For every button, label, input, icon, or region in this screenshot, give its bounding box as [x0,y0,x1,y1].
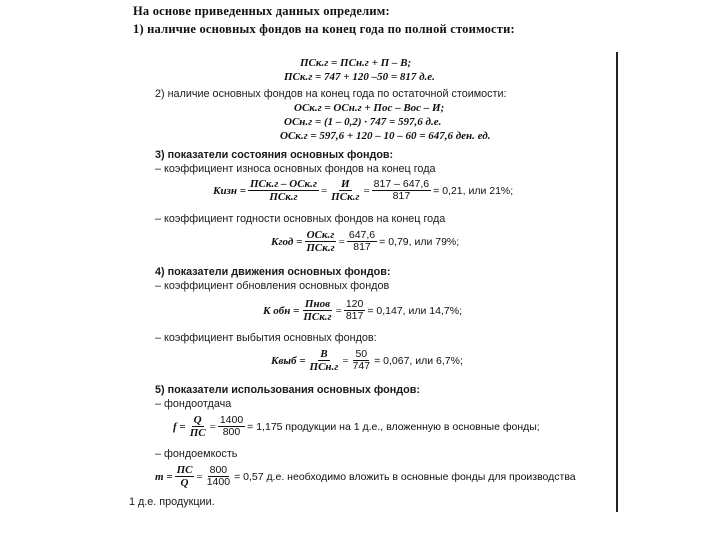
s3-fit-lhs: Кгод = [271,235,303,248]
s5-output-lhs: f = [173,420,186,433]
s4-renew-lhs: К обн = [263,304,300,317]
s5-intensity-tail: 1 д.е. продукции. [129,496,215,508]
s3-wear-label: – коэффициент износа основных фондов на конец года [155,163,436,175]
s4-renew-label: – коэффициент обновления основных фондов [155,280,390,292]
s4-renew-frac-2: $\frac{120}{817}$ [345,297,364,323]
header-line-1: На основе приведенных данных определим: [133,4,390,18]
s5-intensity-frac-2: $\frac{800}{1400}$ [206,463,231,489]
s3-wear-lhs: Кизн = [213,184,246,197]
s1-formula: ПСк.г = ПСн.г + П – В; [300,57,412,69]
s3-fit-result: = 0,79, или 79%; [379,235,460,248]
s4-retire-result: = 0,067, или 6,7%; [374,354,463,367]
page-edge-line [616,52,618,512]
s3-fit-frac-2: $\frac{647,6}{817}$ [348,228,376,254]
s5-output-formula: f = $\frac{Q}{ПС}$ = $\frac{1400}{800}$ = 1,175 продукции на 1 д.е., вложенную в основные фонды; [173,413,540,440]
s4-renew-formula: К обн = $\frac{\text{Пнов}}{\text{ПСк.г}}$ = $\frac{120}{817}$ = 0,147, или 14,7%; [263,297,462,324]
s2-formula: ОСк.г = ОСн.г + Пос – Вос – И; [294,102,445,114]
s5-output-frac-1: $\frac{Q}{ПС}$ [189,414,206,440]
s5-output-label: – фондоотдача [155,398,232,410]
s2-calc-1: ОСн.г = (1 – 0,2) · 747 = 597,6 д.е. [284,116,442,128]
s5-intensity-formula: m = $\frac{ПС}{Q}$ = $\frac{800}{1400}$ = 0,57 д.е. необходимо вложить в основные фонды для производства [155,463,576,490]
s1-calc: ПСк.г = 747 + 120 –50 = 817 д.е. [284,71,435,83]
s5-intensity-frac-1: $\frac{ПС}{Q}$ [176,464,193,490]
s5-intensity-lhs: m = [155,470,173,483]
s5-intensity-label: – фондоемкость [155,448,238,460]
s4-renew-frac-1: $\frac{\text{Пнов}}{\text{ПСк.г}}$ [303,298,332,324]
s5-heading: 5) показатели использования основных фондов: [155,384,420,396]
s2-heading: 2) наличие основных фондов на конец года по остаточной стоимости: [155,88,507,100]
s4-renew-result: = 0,147, или 14,7%; [367,304,462,317]
s3-wear-frac-3: $\frac{817 - 647,6}{817}$ [373,177,430,203]
s5-output-frac-2: $\frac{1400}{800}$ [219,413,244,439]
s3-fit-formula: Кгод = $\frac{\text{ОСк.г}}{\text{ПСк.г}}$ = $\frac{647,6}{817}$ = 0,79, или 79%; [271,228,460,255]
s3-heading: 3) показатели состояния основных фондов: [155,149,394,161]
s5-intensity-result: = 0,57 д.е. необходимо вложить в основные фонды для производства [234,470,576,483]
s3-fit-frac-1: $\frac{\text{ОСк.г}}{\text{ПСк.г}}$ [306,229,335,255]
s4-retire-frac-1: $\frac{В}{\text{ПСн.г}}$ [309,348,339,374]
s4-heading: 4) показатели движения основных фондов: [155,266,391,278]
s3-fit-label: – коэффициент годности основных фондов на конец года [155,213,446,225]
s4-retire-frac-2: $\frac{50}{747}$ [352,347,371,373]
s5-output-result: = 1,175 продукции на 1 д.е., вложенную в основные фонды; [247,420,540,433]
s4-retire-formula: Квыб = $\frac{В}{\text{ПСн.г}}$ = $\frac{50}{747}$ = 0,067, или 6,7%; [271,347,463,374]
s3-wear-formula: Кизн = $\frac{\text{ПСк.г – ОСк.г}}{\text{ПСк.г}}$ = $\frac{И}{\text{ПСк.г}}$ = $\frac{817 - 647,6}{817}$ = 0,21, или 21%; [213,177,514,204]
s3-wear-result: = 0,21, или 21%; [433,184,514,197]
s3-wear-frac-2: $\frac{И}{\text{ПСк.г}}$ [331,178,360,204]
s4-retire-lhs: Квыб = [271,354,306,367]
header-line-2: 1) наличие основных фондов на конец года по полной стоимости: [133,22,515,36]
s4-retire-label: – коэффициент выбытия основных фондов: [155,332,377,344]
s3-wear-frac-1: $\frac{\text{ПСк.г – ОСк.г}}{\text{ПСк.г}}$ [250,178,317,204]
s2-calc-2: ОСк.г = 597,6 + 120 – 10 – 60 = 647,6 ден. ед. [280,130,491,142]
